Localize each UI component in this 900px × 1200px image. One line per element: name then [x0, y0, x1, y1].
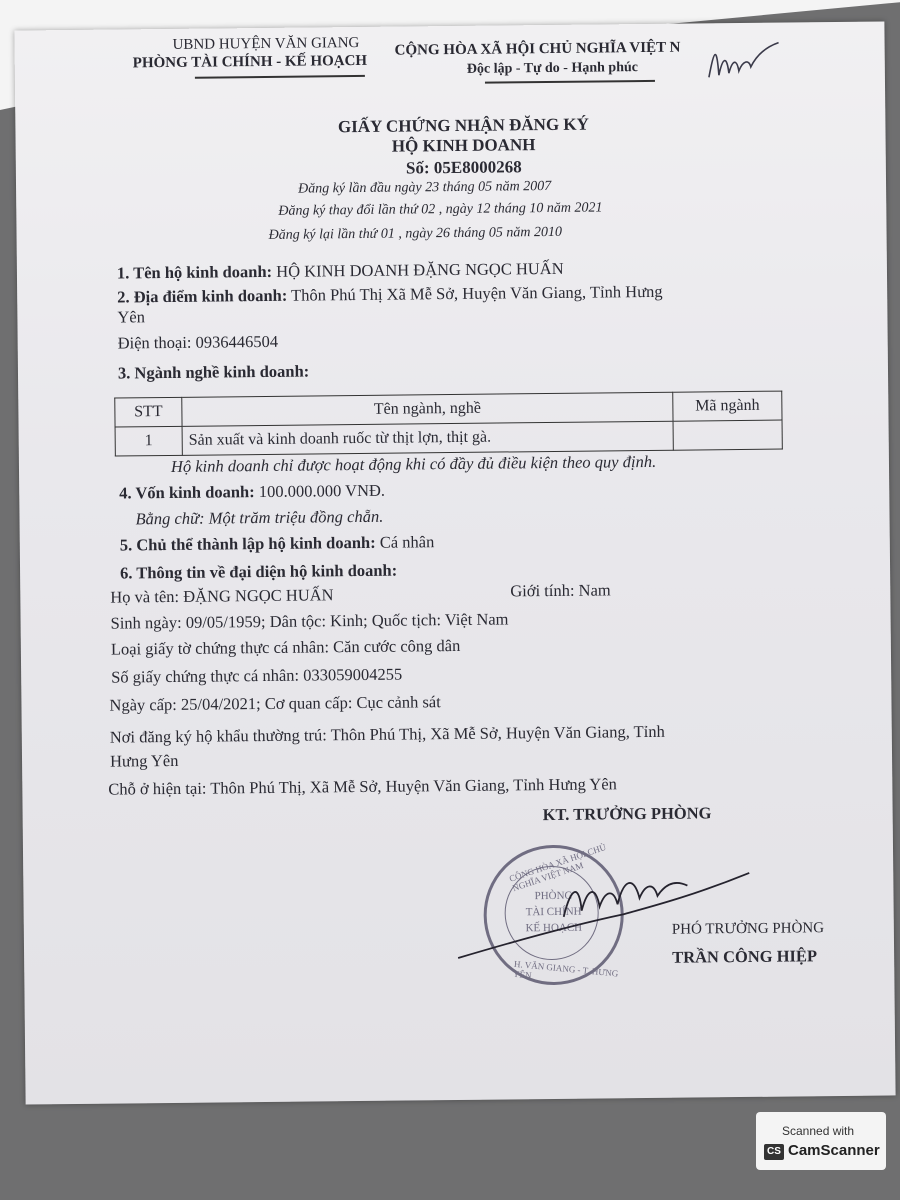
stamp-center-line2: TÀI CHÍNH [525, 905, 582, 919]
rep-id-number: Số giấy chứng thực cá nhân: 033059004255 [111, 664, 403, 687]
table-header-stt: STT [115, 397, 182, 427]
section-3 [118, 362, 309, 384]
business-lines-table [114, 391, 783, 457]
table-header-name: Tên ngành, nghề [182, 392, 673, 426]
title-line2: HỘ KINH DOANH [391, 135, 536, 156]
table-row [115, 420, 782, 456]
capital-value: 100.000.000 VNĐ. [258, 480, 386, 502]
table-cell-name: Sản xuất và kinh doanh ruốc từ thịt lợn, thịt gà. [182, 421, 673, 455]
rep-permanent-line2: Hưng Yên [109, 750, 179, 771]
header-right-line2: Độc lập - Tự do - Hạnh phúc [466, 60, 639, 77]
registration-re: Đăng ký lại lần thứ 01 , ngày 26 tháng 05 năm 2010 [268, 224, 563, 243]
section-5 [120, 532, 435, 555]
registration-first: Đăng ký lần đầu ngày 23 tháng 05 năm 2007 [297, 178, 552, 197]
founder-type: Cá nhân [379, 532, 435, 552]
section-6-label: 6. Thông tin về đại diện hộ kinh doanh: [119, 560, 398, 583]
business-address-line1: Thôn Phú Thị Xã Mễ Sở, Huyện Văn Giang, Tỉnh Hưng [291, 281, 663, 305]
camscanner-logo-icon: CS [764, 1144, 784, 1160]
section-6 [120, 561, 397, 584]
header-left-underline [195, 75, 365, 78]
rep-name: Họ và tên: ĐẶNG NGỌC HUẤN [110, 585, 334, 607]
certificate-paper [14, 21, 895, 1104]
section-2-label: 2. Địa điểm kinh doanh: [117, 285, 288, 307]
business-address-line2: Yên [117, 307, 146, 327]
stamp-center-line3: KẾ HOẠCH [525, 921, 583, 935]
signer-role: PHÓ TRƯỞNG PHÒNG [671, 920, 825, 938]
initial-signature-icon [705, 37, 786, 88]
header-left-line1: UBND HUYỆN VĂN GIANG [172, 34, 360, 53]
stamp-ring-text: CỘNG HÒA XÃ HỘI CHỦ NGHĨA VIỆT NAM [507, 841, 608, 894]
header-right-line1: CỘNG HÒA XÃ HỘI CHỦ NGHĨA VIỆT N [394, 39, 681, 59]
certificate-number: Số: 05E8000268 [405, 157, 522, 178]
table-cell-code [673, 420, 782, 450]
registration-change: Đăng ký thay đổi lần thứ 02 , ngày 12 tháng 10 năm 2021 [278, 200, 603, 219]
scanned-with-label: Scanned with [782, 1124, 855, 1138]
header-right-underline [485, 80, 655, 83]
rep-permanent-line1: Nơi đăng ký hộ khẩu thường trú: Thôn Phú Thị, Xã Mễ Sở, Huyện Văn Giang, Tỉnh [109, 721, 665, 747]
section-2 [117, 282, 663, 308]
table-header-code: Mã ngành [673, 391, 782, 421]
stamp-center-line1: PHÒNG [534, 889, 573, 903]
section-4-label: 4. Vốn kinh doanh: [119, 482, 255, 503]
stamp-bottom-text: H. VĂN GIANG - T. HƯNG YÊN [512, 958, 619, 981]
section-1 [117, 259, 564, 284]
section-5-label: 5. Chủ thể thành lập hộ kinh doanh: [119, 532, 376, 555]
rep-gender: Giới tính: Nam [510, 580, 611, 601]
rep-birth: Sinh ngày: 09/05/1959; Dân tộc: Kinh; Quốc tịch: Việt Nam [110, 609, 509, 633]
table-cell-stt: 1 [115, 426, 182, 456]
rep-issue: Ngày cấp: 25/04/2021; Cơ quan cấp: Cục cảnh sát [109, 692, 441, 715]
rep-id-type: Loại giấy tờ chứng thực cá nhân: Căn cước công dân [110, 635, 461, 659]
section-3-label: 3. Ngành nghề kinh doanh: [117, 361, 310, 383]
business-name: HỘ KINH DOANH ĐẶNG NGỌC HUẤN [276, 258, 564, 281]
operating-note: Hộ kinh doanh chỉ được hoạt động khi có đầy đủ điều kiện theo quy định. [170, 451, 657, 476]
signer-name: TRẦN CÔNG HIỆP [672, 946, 818, 967]
section-1-label: 1. Tên hộ kinh doanh: [116, 261, 273, 283]
section-4 [119, 481, 385, 504]
camscanner-label: CamScanner [788, 1142, 880, 1159]
business-phone: Điện thoại: 0936446504 [117, 331, 279, 353]
signature-kt: KT. TRƯỞNG PHÒNG [542, 803, 712, 825]
capital-in-words: Bằng chữ: Một trăm triệu đồng chẵn. [135, 506, 384, 529]
header-left-line2: PHÒNG TÀI CHÍNH - KẾ HOẠCH [132, 52, 368, 72]
title-line1: GIẤY CHỨNG NHẬN ĐĂNG KÝ [337, 114, 589, 137]
camscanner-badge [756, 1112, 886, 1170]
rep-current-address: Chỗ ở hiện tại: Thôn Phú Thị, Xã Mễ Sở, Huyện Văn Giang, Tỉnh Hưng Yên [108, 774, 617, 799]
